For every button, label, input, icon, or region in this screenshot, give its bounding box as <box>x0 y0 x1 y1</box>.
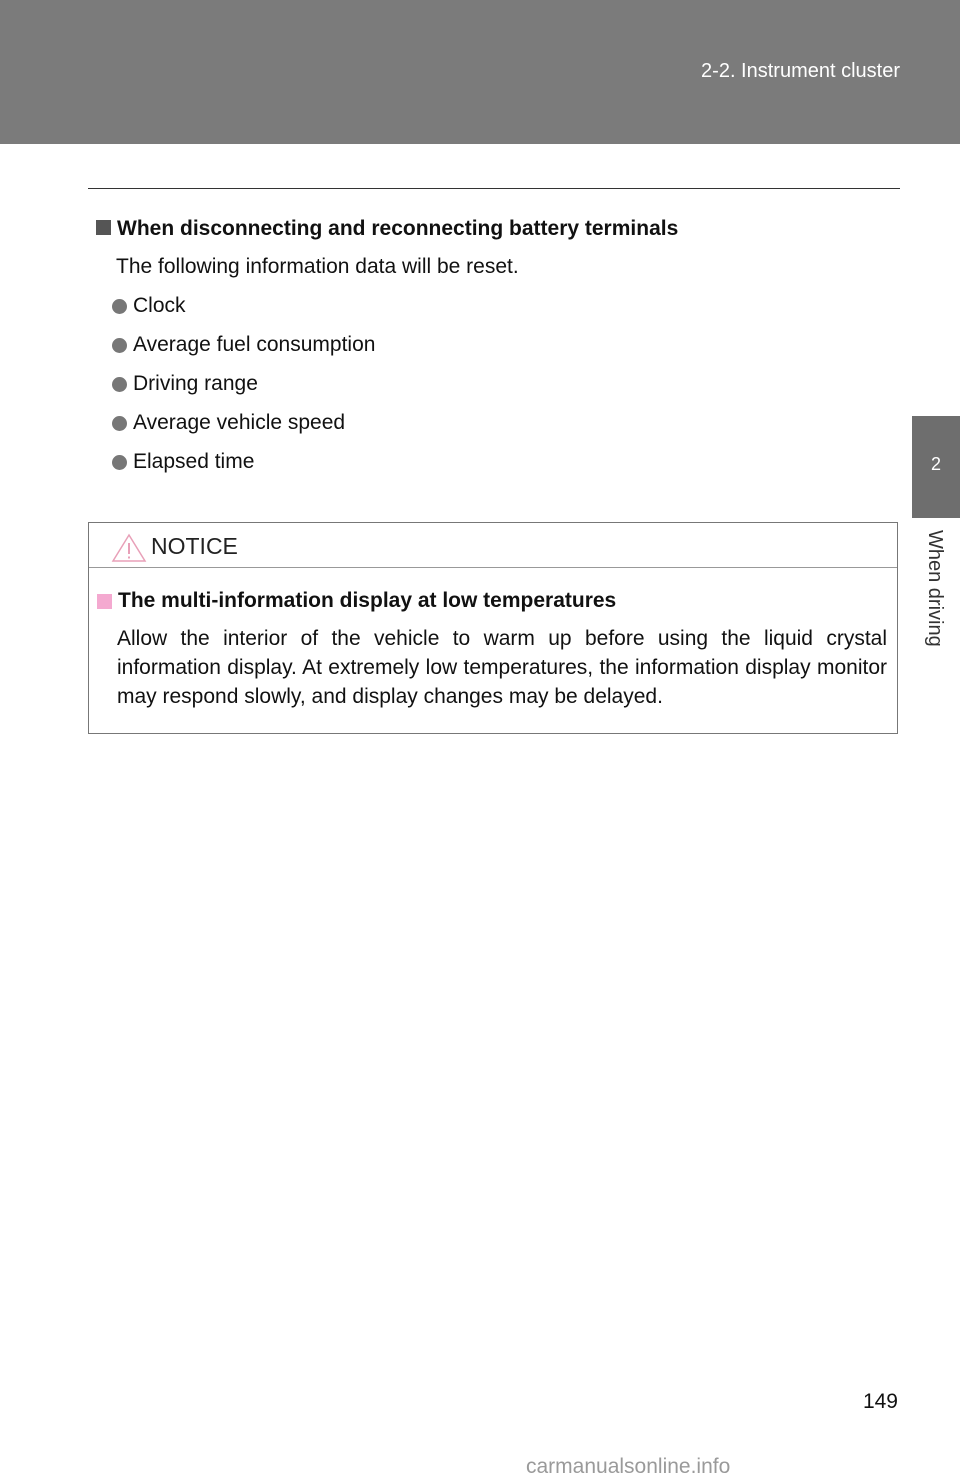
circle-bullet-icon <box>112 455 127 470</box>
reset-items-list <box>96 291 896 477</box>
circle-bullet-icon <box>112 416 127 431</box>
section-intro: The following information data will be reset. <box>116 255 519 278</box>
warning-triangle-icon <box>111 533 147 563</box>
battery-section <box>96 214 896 486</box>
list-item-text: Average vehicle speed <box>133 411 346 434</box>
list-item-text: Elapsed time <box>133 450 255 473</box>
list-item <box>112 369 896 399</box>
chapter-label-text: When driving <box>924 530 946 647</box>
square-bullet-icon <box>96 220 111 235</box>
section-divider <box>88 188 900 189</box>
watermark: carmanualsonline.info <box>526 1455 731 1478</box>
notice-heading-text: The multi-information display at low temperatures <box>118 589 617 612</box>
circle-bullet-icon <box>112 338 127 353</box>
notice-box <box>88 522 898 734</box>
notice-body <box>89 568 897 711</box>
list-item <box>112 330 896 360</box>
chapter-tab <box>912 416 960 518</box>
notice-text: Allow the interior of the vehicle to warm up before using the liquid crystal information display. At extremely low temperatures, the information display monitor may respond slowly, and display changes may be delayed. <box>117 627 887 708</box>
chapter-label <box>912 530 960 680</box>
page-header <box>0 0 960 144</box>
list-item <box>112 408 896 438</box>
square-bullet-icon <box>97 594 112 609</box>
page-number: 149 <box>862 1390 898 1413</box>
list-item-text: Average fuel consumption <box>133 333 376 356</box>
circle-bullet-icon <box>112 377 127 392</box>
section-heading-text: When disconnecting and reconnecting battery terminals <box>117 217 679 240</box>
list-item-text: Clock <box>133 294 186 317</box>
section-heading <box>96 214 896 244</box>
notice-heading <box>97 586 887 616</box>
chapter-title: 2-2. Instrument cluster <box>701 60 900 82</box>
list-item-text: Driving range <box>133 372 258 395</box>
notice-header <box>89 523 897 568</box>
notice-title: NOTICE <box>151 533 238 559</box>
chapter-number: 2 <box>930 454 941 474</box>
circle-bullet-icon <box>112 299 127 314</box>
list-item <box>112 447 896 477</box>
list-item <box>112 291 896 321</box>
